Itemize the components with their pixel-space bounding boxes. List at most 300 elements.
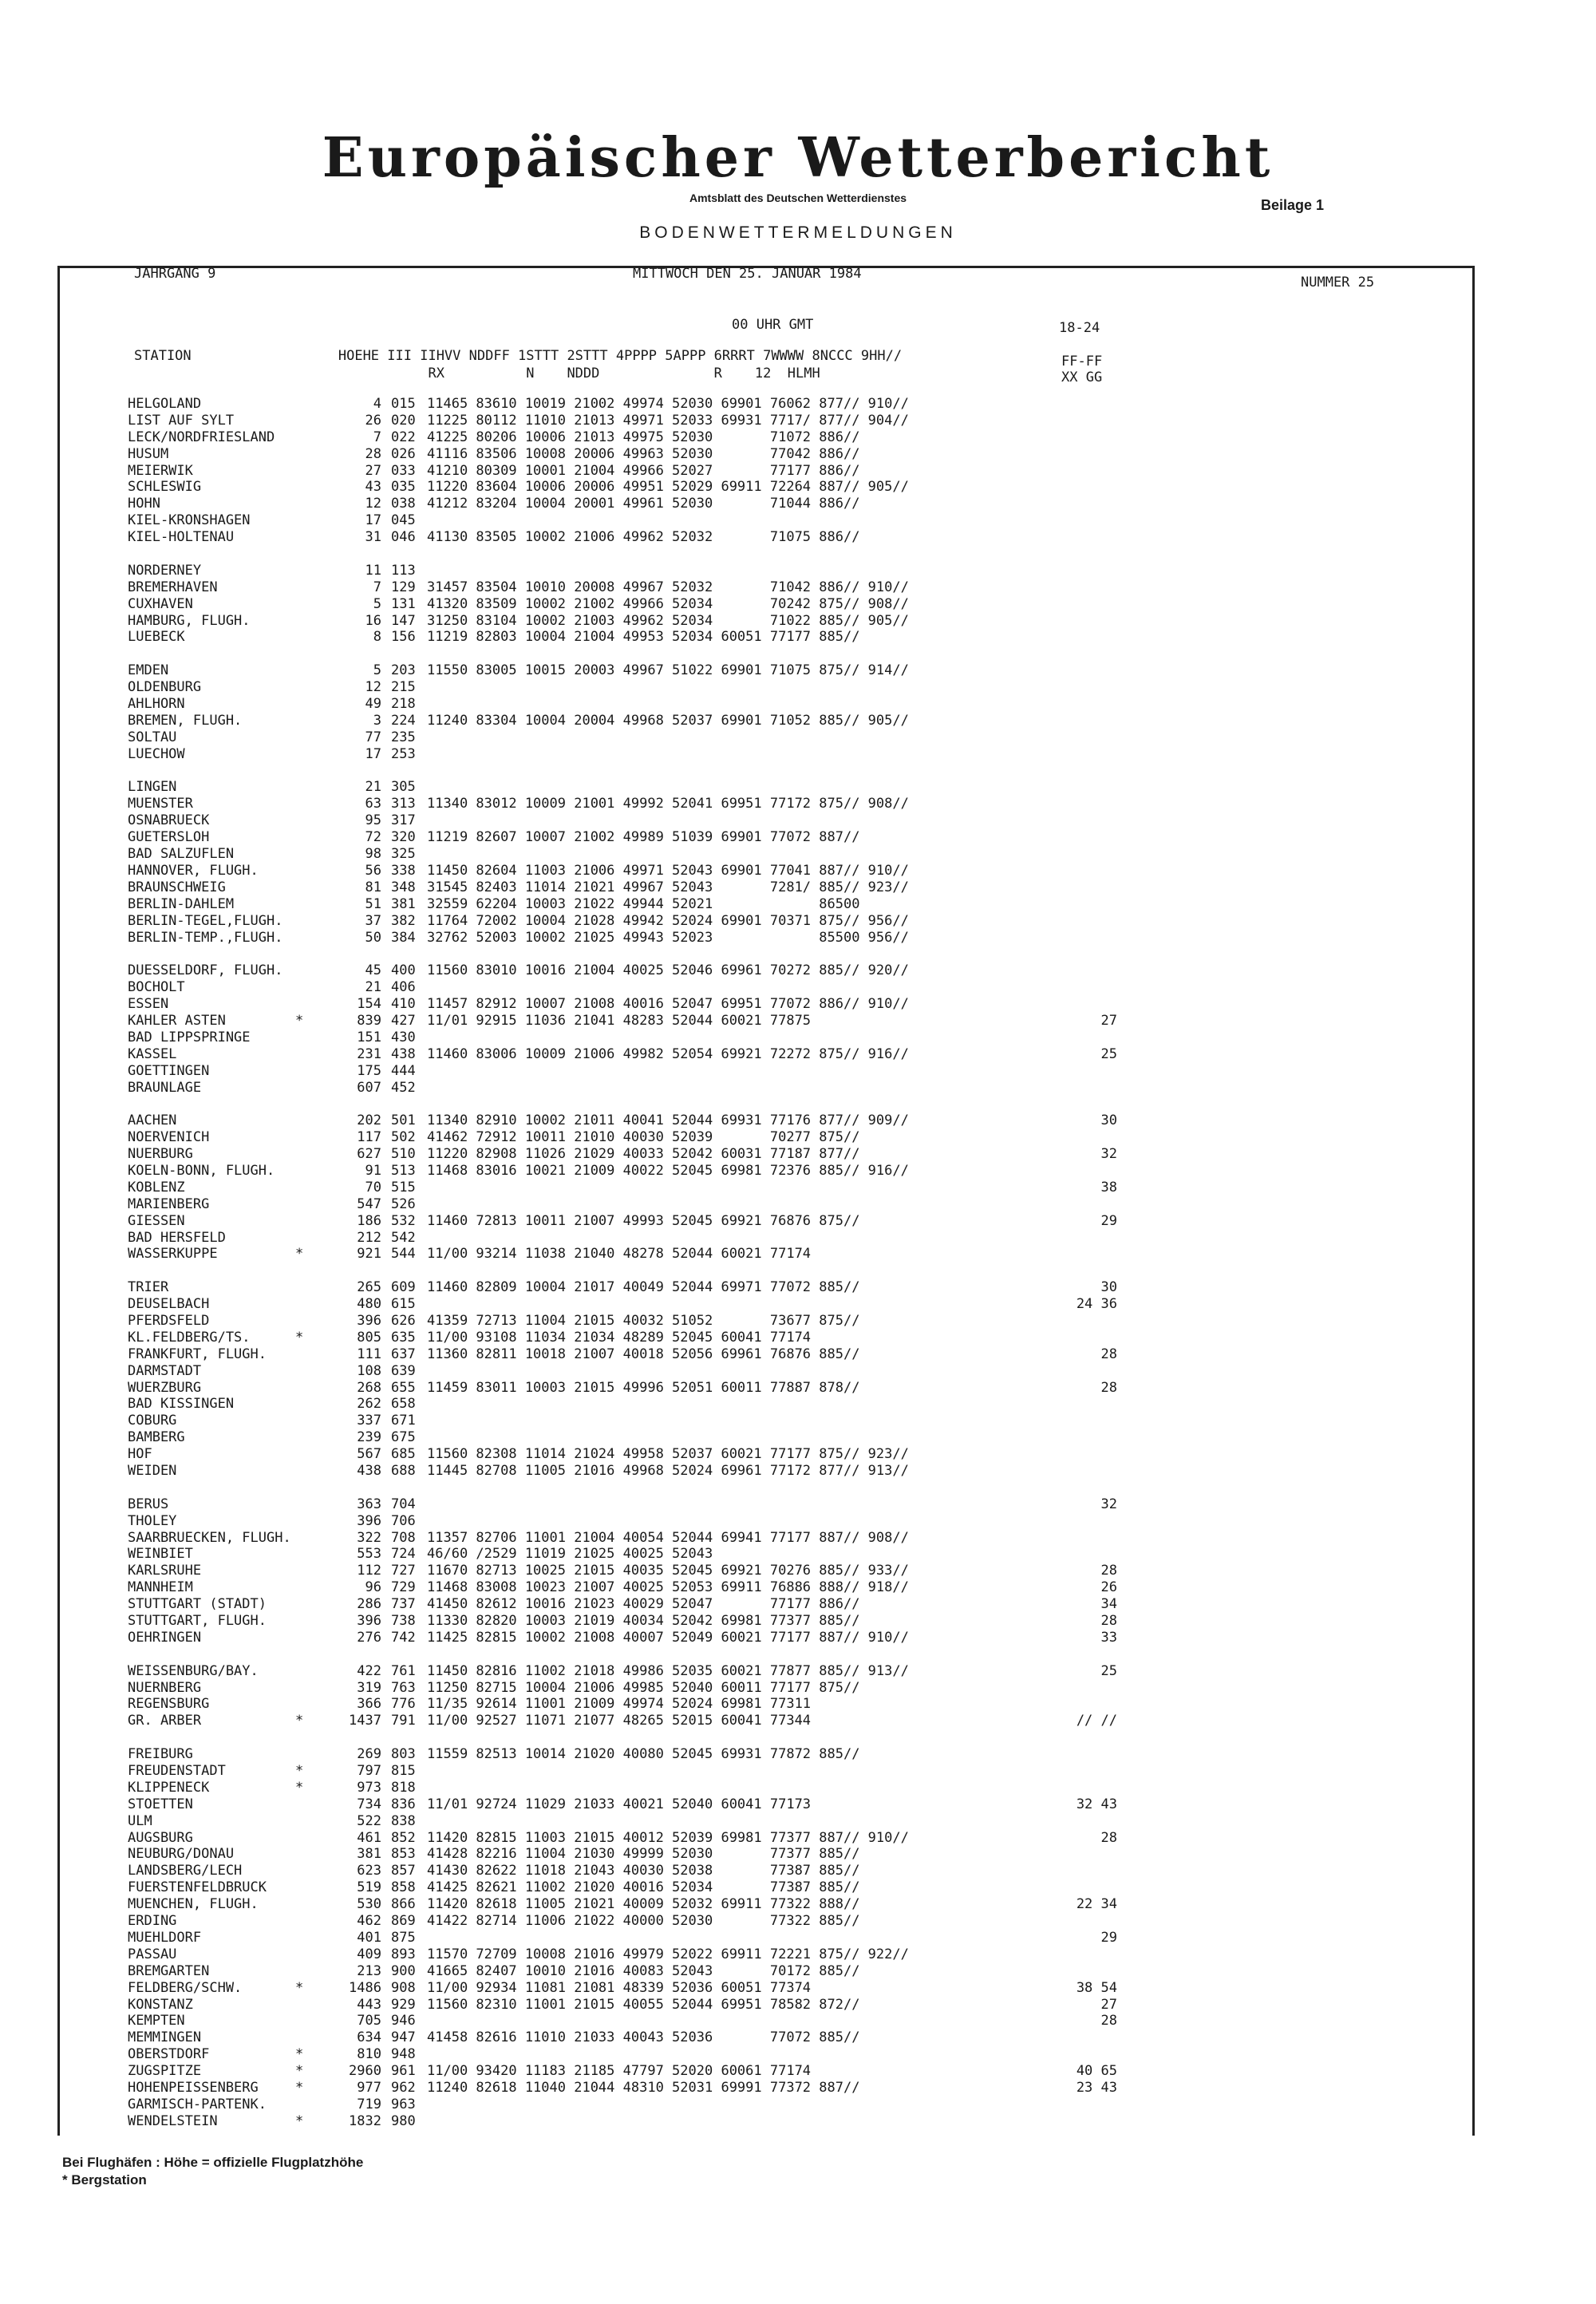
station-height: 12 <box>365 496 381 512</box>
station-index: 858 <box>391 1879 416 1896</box>
station-name: GARMISCH-PARTENK. <box>128 2096 267 2112</box>
station-index: 313 <box>391 796 416 812</box>
station-index: 513 <box>391 1162 416 1179</box>
gust-values: 29 <box>1100 1212 1117 1229</box>
station-index: 348 <box>391 879 416 895</box>
station-height: 705 <box>357 2013 381 2029</box>
station-name: LUECHOW <box>128 745 185 762</box>
station-index: 948 <box>391 2046 416 2063</box>
station-name: NUERNBERG <box>128 1679 202 1696</box>
synop-groups: 11340 83012 10009 21001 49992 52041 69951 77172 875// 908// <box>427 796 909 812</box>
station-height: 553 <box>357 1546 381 1563</box>
station-index: 929 <box>391 1996 416 2013</box>
station-index: 502 <box>391 1129 416 1146</box>
station-index: 763 <box>391 1679 416 1696</box>
synop-groups: 41225 80206 10006 21013 49975 52030 71072 886// <box>427 429 860 445</box>
station-index: 452 <box>391 1079 416 1096</box>
station-index: 532 <box>391 1212 416 1229</box>
gust-values: 28 <box>1100 2013 1117 2029</box>
station-height: 461 <box>357 1829 381 1846</box>
synop-groups: 11420 82618 11005 21021 40009 52032 69911 77322 888// <box>427 1896 860 1913</box>
station-index: 542 <box>391 1229 416 1246</box>
station-height: 77 <box>365 729 381 745</box>
station-index: 203 <box>391 662 416 679</box>
mountain-marker: * <box>295 2063 304 2080</box>
synop-groups: 31250 83104 10002 21003 49962 52034 71022 885// 905// <box>427 612 909 629</box>
station-name: LANDSBERG/LECH <box>128 1863 243 1879</box>
synop-groups: 11450 82816 11002 21018 49986 52035 60021 77877 885// 913// <box>427 1662 909 1679</box>
station-height: 31 <box>365 529 381 546</box>
synop-groups: 11360 82811 10018 21007 40018 52056 69961 76876 885// <box>427 1346 860 1362</box>
station-index: 382 <box>391 912 416 929</box>
station-index: 818 <box>391 1779 416 1796</box>
mountain-marker: * <box>295 1763 304 1780</box>
station-height: 112 <box>357 1563 381 1579</box>
station-name: OSNABRUECK <box>128 812 210 829</box>
station-height: 49 <box>365 696 381 713</box>
station-index: 893 <box>391 1946 416 1962</box>
station-index: 444 <box>391 1062 416 1079</box>
station-name: PFERDSFELD <box>128 1312 210 1329</box>
station-height: 151 <box>357 1029 381 1045</box>
station-height: 627 <box>357 1146 381 1163</box>
station-name: DARMSTADT <box>128 1362 202 1379</box>
station-height: 63 <box>365 796 381 812</box>
station-name: BAD LIPPSPRINGE <box>128 1029 251 1045</box>
station-index: 776 <box>391 1696 416 1713</box>
station-name: MANNHEIM <box>128 1579 193 1596</box>
footnote-airports: Bei Flughäfen : Höhe = offizielle Flugplatzhöhe <box>62 2155 364 2170</box>
station-index: 639 <box>391 1362 416 1379</box>
station-index: 675 <box>391 1429 416 1446</box>
station-height: 95 <box>365 812 381 829</box>
station-height: 422 <box>357 1662 381 1679</box>
gust-values: // // <box>1076 1713 1117 1729</box>
synop-groups: 11219 82607 10007 21002 49989 51039 69901 77072 887// <box>427 829 860 846</box>
station-index: 113 <box>391 562 416 579</box>
synop-groups: 41462 72912 10011 21010 40030 52039 70277 875// <box>427 1129 860 1146</box>
station-name: BAD SALZUFLEN <box>128 846 235 863</box>
station-height: 265 <box>357 1279 381 1296</box>
station-height: 262 <box>357 1396 381 1413</box>
gust-values: 40 65 <box>1076 2063 1117 2080</box>
synop-groups: 11457 82912 10007 21008 40016 52047 69951 77072 886// 910// <box>427 996 909 1013</box>
station-index: 946 <box>391 2013 416 2029</box>
station-index: 235 <box>391 729 416 745</box>
station-index: 406 <box>391 979 416 996</box>
station-height: 921 <box>357 1246 381 1263</box>
station-name: CUXHAVEN <box>128 595 193 612</box>
synop-groups: 11340 82910 10002 21011 40041 52044 69931 77176 877// 909// <box>427 1112 909 1129</box>
synop-groups: 11357 82706 11001 21004 40054 52044 69941 77177 887// 908// <box>427 1529 909 1546</box>
synop-groups: 11460 83006 10009 21006 49982 52054 69921 72272 875// 916// <box>427 1045 909 1062</box>
station-height: 276 <box>357 1629 381 1646</box>
station-name: KOELN-BONN, FLUGH. <box>128 1162 275 1179</box>
synop-groups: 11459 83011 10003 21015 49996 52051 60011 77887 878// <box>427 1379 860 1396</box>
station-height: 212 <box>357 1229 381 1246</box>
station-name: HOHN <box>128 496 160 512</box>
station-height: 213 <box>357 1962 381 1979</box>
station-index: 338 <box>391 862 416 879</box>
station-height: 480 <box>357 1296 381 1313</box>
station-height: 805 <box>357 1329 381 1346</box>
station-index: 838 <box>391 1812 416 1829</box>
station-height: 401 <box>357 1929 381 1946</box>
gust-values: 27 <box>1100 1996 1117 2013</box>
station-height: 21 <box>365 979 381 996</box>
station-height: 117 <box>357 1129 381 1146</box>
station-index: 737 <box>391 1596 416 1613</box>
station-name: NEUBURG/DONAU <box>128 1846 235 1863</box>
station-name: GOETTINGEN <box>128 1062 210 1079</box>
station-index: 875 <box>391 1929 416 1946</box>
synop-groups: 11/00 93420 11183 21185 47797 52020 60061 77174 <box>427 2063 812 2080</box>
mountain-marker: * <box>295 1246 304 1263</box>
station-height: 286 <box>357 1596 381 1613</box>
station-name: NOERVENICH <box>128 1129 210 1146</box>
station-height: 81 <box>365 879 381 895</box>
station-height: 396 <box>357 1613 381 1630</box>
station-index: 685 <box>391 1446 416 1463</box>
station-height: 337 <box>357 1413 381 1429</box>
station-height: 1486 <box>349 1979 381 1996</box>
station-name: DEUSELBACH <box>128 1296 210 1313</box>
mountain-marker: * <box>295 1979 304 1996</box>
station-name: HAMBURG, FLUGH. <box>128 612 251 629</box>
synop-groups: 11764 72002 10004 21028 49942 52024 69901 70371 875// 956// <box>427 912 909 929</box>
mountain-marker: * <box>295 1012 304 1029</box>
station-index: 544 <box>391 1246 416 1263</box>
station-name: ERDING <box>128 1913 177 1930</box>
station-name: FREUDENSTADT <box>128 1763 226 1780</box>
synop-groups: 41212 83204 10004 20001 49961 52030 71044 886// <box>427 496 860 512</box>
station-name: LUEBECK <box>128 629 185 646</box>
station-index: 836 <box>391 1796 416 1812</box>
station-height: 21 <box>365 779 381 796</box>
station-index: 637 <box>391 1346 416 1362</box>
station-name: BREMEN, FLUGH. <box>128 712 243 729</box>
station-height: 17 <box>365 512 381 529</box>
station-index: 742 <box>391 1629 416 1646</box>
station-name: THOLEY <box>128 1512 177 1529</box>
synop-groups: 11220 83604 10006 20006 49951 52029 69911 72264 887// 905// <box>427 479 909 496</box>
station-height: 7 <box>373 429 381 445</box>
station-index: 033 <box>391 462 416 479</box>
column-header-row: STATION HOEHE III IIHVV NDDFF 1STTT 2STTT 4PPPP 5APPP 6RRRT 7WWWW 8NCCC 9HH// <box>134 348 903 364</box>
station-name: KONSTANZ <box>128 1996 193 2013</box>
station-height: 186 <box>357 1212 381 1229</box>
gust-values: 34 <box>1100 1596 1117 1613</box>
gust-values: 33 <box>1100 1629 1117 1646</box>
station-name: FUERSTENFELDBRUCK <box>128 1879 267 1896</box>
station-index: 526 <box>391 1195 416 1212</box>
station-height: 51 <box>365 895 381 912</box>
station-index: 515 <box>391 1179 416 1195</box>
gust-values: 38 <box>1100 1179 1117 1195</box>
synop-groups: 41320 83509 10002 21002 49966 52034 70242 875// 908// <box>427 595 909 612</box>
gust-subheader: XX GG <box>1061 370 1103 385</box>
gust-values: 25 <box>1100 1662 1117 1679</box>
station-name: OBERSTDORF <box>128 2046 210 2063</box>
station-index: 020 <box>391 412 416 429</box>
mountain-marker: * <box>295 1779 304 1796</box>
gust-values: 28 <box>1100 1613 1117 1630</box>
station-name: KEMPTEN <box>128 2013 185 2029</box>
station-index: 147 <box>391 612 416 629</box>
synop-groups: 11225 80112 11010 21013 49971 52033 69931 7717/ 877// 904// <box>427 412 909 429</box>
station-name: BRAUNLAGE <box>128 1079 202 1096</box>
station-index: 305 <box>391 779 416 796</box>
station-name: FREIBURG <box>128 1746 193 1763</box>
station-index: 655 <box>391 1379 416 1396</box>
synop-groups: 11465 83610 10019 21002 49974 52030 69901 76062 877// 910// <box>427 396 909 412</box>
station-height: 363 <box>357 1496 381 1512</box>
station-index: 738 <box>391 1613 416 1630</box>
station-index: 035 <box>391 479 416 496</box>
station-index: 724 <box>391 1546 416 1563</box>
supplement-label: Beilage 1 <box>1261 197 1325 213</box>
station-index: 708 <box>391 1529 416 1546</box>
synop-groups: 41422 82714 11006 21022 40000 52030 77322 885// <box>427 1913 860 1930</box>
synop-groups: 32762 52003 10002 21025 49943 52023 85500 956// <box>427 929 909 946</box>
synop-groups: 11560 83010 10016 21004 40025 52046 69961 70272 885// 920// <box>427 962 909 979</box>
synop-groups: 41130 83505 10002 21006 49962 52032 71075 886// <box>427 529 860 546</box>
page-title: Europäischer Wetterbericht <box>322 126 1274 190</box>
station-name: WEINBIET <box>128 1546 193 1563</box>
station-name: AHLHORN <box>128 696 185 713</box>
station-index: 224 <box>391 712 416 729</box>
synop-groups: 11240 83304 10004 20004 49968 52037 69901 71052 885// 905// <box>427 712 909 729</box>
station-name: MEMMINGEN <box>128 2029 202 2046</box>
station-height: 268 <box>357 1379 381 1396</box>
station-name: STUTTGART, FLUGH. <box>128 1613 267 1630</box>
station-height: 17 <box>365 745 381 762</box>
subtitle: Amtsblatt des Deutschen Wetterdienstes <box>689 192 907 204</box>
station-name: NORDERNEY <box>128 562 202 579</box>
station-height: 797 <box>357 1763 381 1780</box>
station-name: OLDENBURG <box>128 679 202 696</box>
station-name: GIESSEN <box>128 1212 185 1229</box>
gust-values: 38 54 <box>1076 1979 1117 1996</box>
station-name: BRAUNSCHWEIG <box>128 879 226 895</box>
synop-groups: 11/01 92724 11029 21033 40021 52040 60041 77173 <box>427 1796 812 1812</box>
station-index: 609 <box>391 1279 416 1296</box>
gust-values: 26 <box>1100 1579 1117 1596</box>
station-height: 175 <box>357 1062 381 1079</box>
station-name: LIST AUF SYLT <box>128 412 235 429</box>
station-name: MARIENBERG <box>128 1195 210 1212</box>
station-name: MUENSTER <box>128 796 193 812</box>
station-index: 658 <box>391 1396 416 1413</box>
gust-values: 29 <box>1100 1929 1117 1946</box>
station-name: BOCHOLT <box>128 979 185 996</box>
station-name: AUGSBURG <box>128 1829 193 1846</box>
station-index: 410 <box>391 996 416 1013</box>
station-height: 1437 <box>349 1713 381 1729</box>
synop-groups: 11250 82715 10004 21006 49985 52040 60011 77177 875// <box>427 1679 860 1696</box>
station-height: 322 <box>357 1529 381 1546</box>
synop-groups: 11420 82815 11003 21015 40012 52039 69981 77377 887// 910// <box>427 1829 909 1846</box>
station-name: KASSEL <box>128 1045 177 1062</box>
synop-groups: 11/01 92915 11036 21041 48283 52044 60021 77875 <box>427 1012 812 1029</box>
synop-groups: 11450 82604 11003 21006 49971 52043 69901 77041 887// 910// <box>427 862 909 879</box>
station-name: WENDELSTEIN <box>128 2112 218 2129</box>
station-index: 615 <box>391 1296 416 1313</box>
station-height: 607 <box>357 1079 381 1096</box>
station-index: 045 <box>391 512 416 529</box>
station-height: 366 <box>357 1696 381 1713</box>
volume-label: JAHRGANG 9 <box>134 266 216 282</box>
gust-values: 32 <box>1100 1496 1117 1512</box>
synop-groups: 32559 62204 10003 21022 49944 52021 86500 <box>427 895 860 912</box>
station-height: 154 <box>357 996 381 1013</box>
station-index: 980 <box>391 2112 416 2129</box>
station-name: KOBLENZ <box>128 1179 185 1195</box>
synop-groups: 11/35 92614 11001 21009 49974 52024 69981 77311 <box>427 1696 812 1713</box>
station-name: PASSAU <box>128 1946 177 1962</box>
station-height: 438 <box>357 1463 381 1479</box>
station-height: 4 <box>373 396 381 412</box>
station-name: GUETERSLOH <box>128 829 210 846</box>
synop-groups: 11330 82820 10003 21019 40034 52042 69981 77377 885// <box>427 1613 860 1630</box>
station-height: 623 <box>357 1863 381 1879</box>
station-height: 98 <box>365 846 381 863</box>
synop-groups: 11560 82310 11001 21015 40055 52044 69951 78582 872// <box>427 1996 860 2013</box>
mountain-marker: * <box>295 1713 304 1729</box>
station-index: 501 <box>391 1112 416 1129</box>
station-height: 2960 <box>349 2063 381 2080</box>
station-height: 839 <box>357 1012 381 1029</box>
footnote-mountain-station: * Bergstation <box>62 2172 147 2187</box>
station-height: 108 <box>357 1362 381 1379</box>
station-name: EMDEN <box>128 662 169 679</box>
station-index: 688 <box>391 1463 416 1479</box>
station-index: 381 <box>391 895 416 912</box>
synop-groups: 41425 82621 11002 21020 40016 52034 77387 885// <box>427 1879 860 1896</box>
station-name: BAD HERSFELD <box>128 1229 226 1246</box>
station-name: BREMGARTEN <box>128 1962 210 1979</box>
synop-groups: 11468 83016 10021 21009 40022 52045 69981 72376 885// 916// <box>427 1162 909 1179</box>
gust-values: 27 <box>1100 1012 1117 1029</box>
station-index: 706 <box>391 1512 416 1529</box>
station-name: HANNOVER, FLUGH. <box>128 862 259 879</box>
station-height: 634 <box>357 2029 381 2046</box>
synop-groups: 11/00 93214 11038 21040 48278 52044 60021 77174 <box>427 1246 812 1263</box>
station-name: BERUS <box>128 1496 169 1512</box>
issue-date: MITTWOCH DEN 25. JANUAR 1984 <box>633 266 862 282</box>
gust-values: 28 <box>1100 1379 1117 1396</box>
station-height: 239 <box>357 1429 381 1446</box>
synop-groups: 41428 82216 11004 21030 49999 52030 77377 885// <box>427 1846 860 1863</box>
synop-groups: 11220 82908 11026 21029 40033 52042 60031 77187 877// <box>427 1146 860 1163</box>
station-index: 857 <box>391 1863 416 1879</box>
station-name: HUSUM <box>128 445 169 462</box>
synop-groups: 41450 82612 10016 21023 40029 52047 77177 886// <box>427 1596 860 1613</box>
station-height: 96 <box>365 1579 381 1596</box>
mountain-marker: * <box>295 2046 304 2063</box>
station-name: MUEHLDORF <box>128 1929 202 1946</box>
synop-groups: 11/00 93108 11034 21034 48289 52045 60041 77174 <box>427 1329 812 1346</box>
station-index: 947 <box>391 2029 416 2046</box>
synop-groups: 31545 82403 11014 21021 49967 52043 7281/ 885// 923// <box>427 879 909 895</box>
station-height: 269 <box>357 1746 381 1763</box>
station-name: KIEL-HOLTENAU <box>128 529 235 546</box>
station-name: HOF <box>128 1446 152 1463</box>
station-index: 626 <box>391 1312 416 1329</box>
station-height: 70 <box>365 1179 381 1195</box>
synop-groups: 11559 82513 10014 21020 40080 52045 69931 77872 885// <box>427 1746 860 1763</box>
station-name: WEISSENBURG/BAY. <box>128 1662 259 1679</box>
station-index: 320 <box>391 829 416 846</box>
station-height: 396 <box>357 1512 381 1529</box>
station-height: 530 <box>357 1896 381 1913</box>
station-index: 215 <box>391 679 416 696</box>
synop-groups: 11219 82803 10004 21004 49953 52034 60051 77177 885// <box>427 629 860 646</box>
station-name: KAHLER ASTEN <box>128 1012 226 1029</box>
station-index: 400 <box>391 962 416 979</box>
station-height: 567 <box>357 1446 381 1463</box>
synop-groups: 31457 83504 10010 20008 49967 52032 71042 886// 910// <box>427 579 909 595</box>
station-name: KIEL-KRONSHAGEN <box>128 512 251 529</box>
station-index: 704 <box>391 1496 416 1512</box>
synop-groups: 41210 80309 10001 21004 49966 52027 77177 886// <box>427 462 860 479</box>
synop-groups: 11460 82809 10004 21017 40049 52044 69971 77072 885// <box>427 1279 860 1296</box>
gust-values: 30 <box>1100 1112 1117 1129</box>
station-index: 325 <box>391 846 416 863</box>
station-height: 3 <box>373 712 381 729</box>
synop-groups: 11560 82308 11014 21024 49958 52037 60021 77177 875// 923// <box>427 1446 909 1463</box>
station-name: HELGOLAND <box>128 396 202 412</box>
station-height: 5 <box>373 595 381 612</box>
mountain-marker: * <box>295 2079 304 2096</box>
station-height: 977 <box>357 2079 381 2096</box>
station-height: 111 <box>357 1346 381 1362</box>
period-label: 18-24 <box>1059 320 1100 336</box>
station-height: 231 <box>357 1045 381 1062</box>
station-index: 156 <box>391 629 416 646</box>
station-height: 16 <box>365 612 381 629</box>
synop-groups: 41665 82407 10010 21016 40083 52043 70172 885// <box>427 1962 860 1979</box>
station-name: NUERBURG <box>128 1146 193 1163</box>
station-name: ULM <box>128 1812 152 1829</box>
synop-groups: 11240 82618 11040 21044 48310 52031 69991 77372 887// <box>427 2079 860 2096</box>
station-index: 962 <box>391 2079 416 2096</box>
station-index: 384 <box>391 929 416 946</box>
synop-groups: 11445 82708 11005 21016 49968 52024 69961 77172 877// 913// <box>427 1463 909 1479</box>
station-name: MUENCHEN, FLUGH. <box>128 1896 259 1913</box>
station-height: 72 <box>365 829 381 846</box>
station-height: 519 <box>357 1879 381 1896</box>
synop-groups: 11550 83005 10015 20003 49967 51022 69901 71075 875// 914// <box>427 662 909 679</box>
gust-values: 28 <box>1100 1829 1117 1846</box>
station-index: 635 <box>391 1329 416 1346</box>
station-height: 28 <box>365 445 381 462</box>
gust-values: 22 34 <box>1076 1896 1117 1913</box>
station-height: 202 <box>357 1112 381 1129</box>
station-index: 761 <box>391 1662 416 1679</box>
station-height: 396 <box>357 1312 381 1329</box>
station-height: 734 <box>357 1796 381 1812</box>
station-height: 27 <box>365 462 381 479</box>
station-index: 046 <box>391 529 416 546</box>
station-index: 815 <box>391 1763 416 1780</box>
station-height: 50 <box>365 929 381 946</box>
issue-number: NUMMER 25 <box>1301 275 1375 290</box>
station-height: 381 <box>357 1846 381 1863</box>
station-index: 869 <box>391 1913 416 1930</box>
station-index: 803 <box>391 1746 416 1763</box>
station-name: KLIPPENECK <box>128 1779 210 1796</box>
